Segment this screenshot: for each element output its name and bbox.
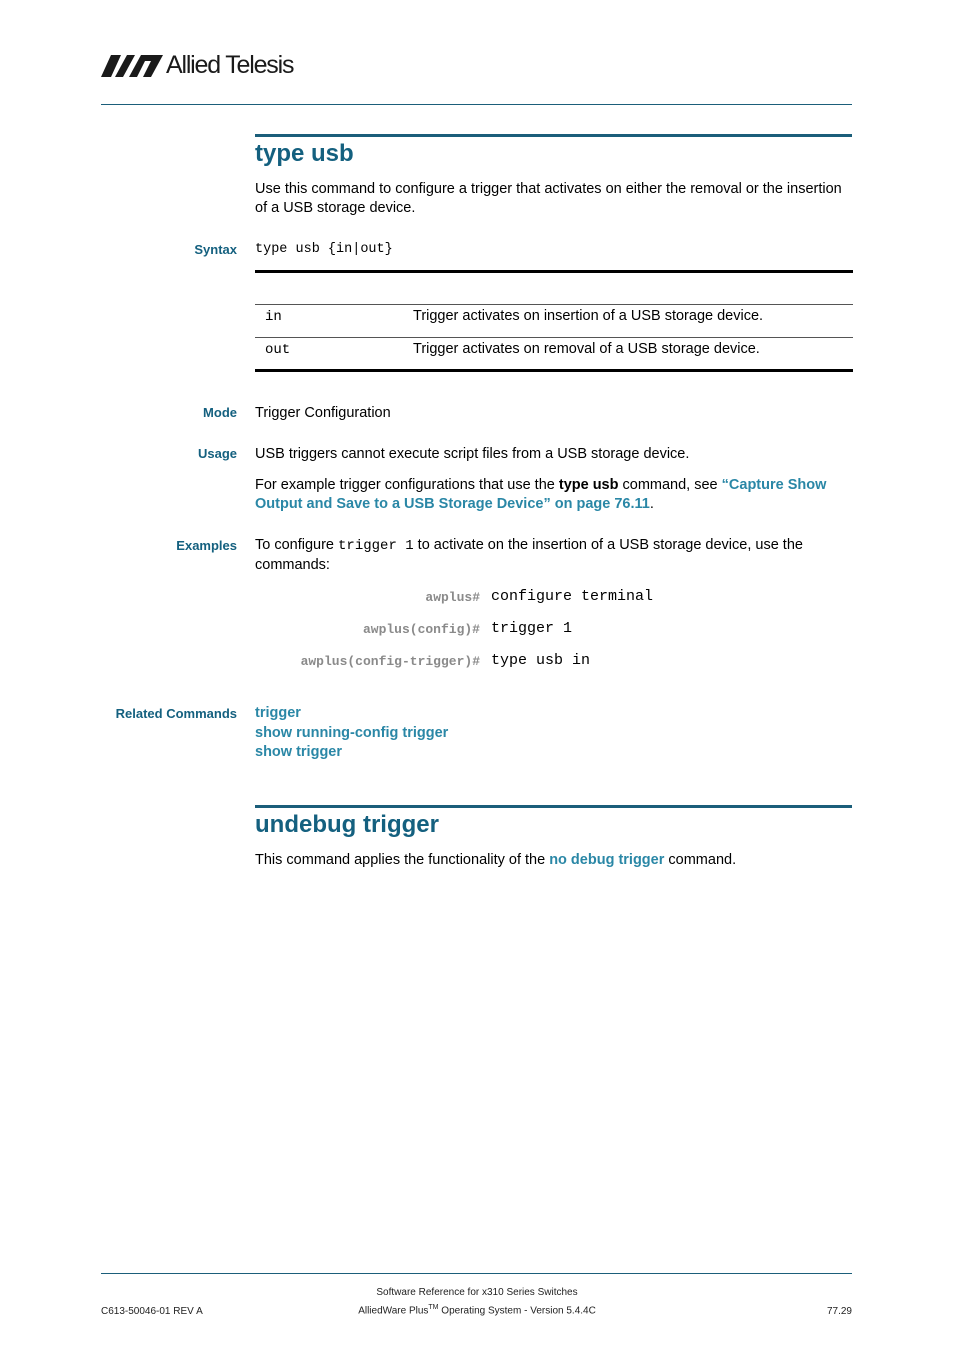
section-rule [255, 805, 852, 808]
cross-reference-link[interactable]: “Capture Show Output and Save to a USB Storage Device” on page 76.11 [255, 477, 827, 512]
table-bottom-rule [255, 369, 853, 372]
footer-page-number: 77.29 [826, 1306, 852, 1317]
command-line [255, 620, 853, 640]
command-line [255, 588, 853, 608]
section-rule [255, 134, 852, 137]
allied-telesis-logo [101, 50, 293, 80]
param-key: in [265, 309, 282, 325]
section-title: type usb [255, 140, 354, 167]
logo-text: Allied Telesis [166, 51, 294, 79]
cli-prompt: awplus# [425, 590, 480, 605]
section-intro: Use this command to configure a trigger that activates on either the removal or the insertion of a USB storage device. [255, 181, 842, 216]
command-link[interactable]: no debug trigger [549, 852, 665, 868]
mode-label: Mode [203, 405, 237, 420]
usage-paragraph [255, 476, 853, 514]
cli-command: type usb in [491, 652, 591, 669]
section-title: undebug trigger [255, 811, 439, 838]
footer-version: Operating System - Version 5.4.4C [438, 1305, 596, 1317]
table-header-rule [255, 304, 853, 305]
section-intro [255, 851, 853, 870]
related-commands-label: Related Commands [115, 706, 237, 721]
inline-code: trigger 1 [338, 538, 414, 554]
cli-command: configure terminal [491, 588, 654, 605]
related-command-link[interactable]: show running-config trigger [255, 725, 449, 741]
cli-prompt: awplus(config)# [362, 622, 480, 637]
table-top-rule [255, 270, 853, 273]
intro-text: command. [664, 852, 737, 868]
usage-label: Usage [197, 446, 237, 461]
param-desc: Trigger activates on removal of a USB storage device. [413, 341, 760, 357]
usage-text: . [649, 496, 654, 512]
usage-text: command, see [618, 477, 722, 493]
examples-text: to activate on the insertion of a USB storage device, use the commands: [255, 537, 803, 573]
param-desc: Trigger activates on insertion of a USB storage device. [413, 308, 764, 324]
param-key: out [265, 342, 291, 358]
syntax-label: Syntax [194, 242, 237, 257]
logo-mark-icon [101, 53, 163, 77]
header-rule [101, 104, 852, 105]
table-row-rule [255, 337, 853, 338]
intro-text: This command applies the functionality of the [255, 852, 550, 868]
examples-label: Examples [176, 538, 237, 553]
mode-text: Trigger Configuration [255, 405, 391, 421]
command-name: type usb [558, 477, 619, 493]
examples-paragraph [255, 536, 853, 575]
related-command-link[interactable]: show trigger [255, 744, 343, 760]
usage-text: USB triggers cannot execute script files from a USB storage device. [255, 446, 690, 462]
cli-command: trigger 1 [491, 620, 573, 637]
cli-prompt: awplus(config-trigger)# [300, 654, 480, 669]
related-command-link[interactable]: trigger [255, 705, 301, 721]
command-line [255, 652, 853, 672]
footer-rule [101, 1273, 852, 1274]
trademark-mark: TM [428, 1304, 439, 1311]
examples-text: To configure [255, 537, 339, 553]
footer-product-name: AlliedWare Plus [358, 1305, 429, 1317]
footer-doc-id: C613-50046-01 REV A [101, 1306, 203, 1317]
syntax-text: type usb {in|out} [255, 242, 393, 257]
usage-text: For example trigger configurations that use the [255, 477, 559, 493]
footer-title: Software Reference for x310 Series Switches [376, 1287, 578, 1298]
